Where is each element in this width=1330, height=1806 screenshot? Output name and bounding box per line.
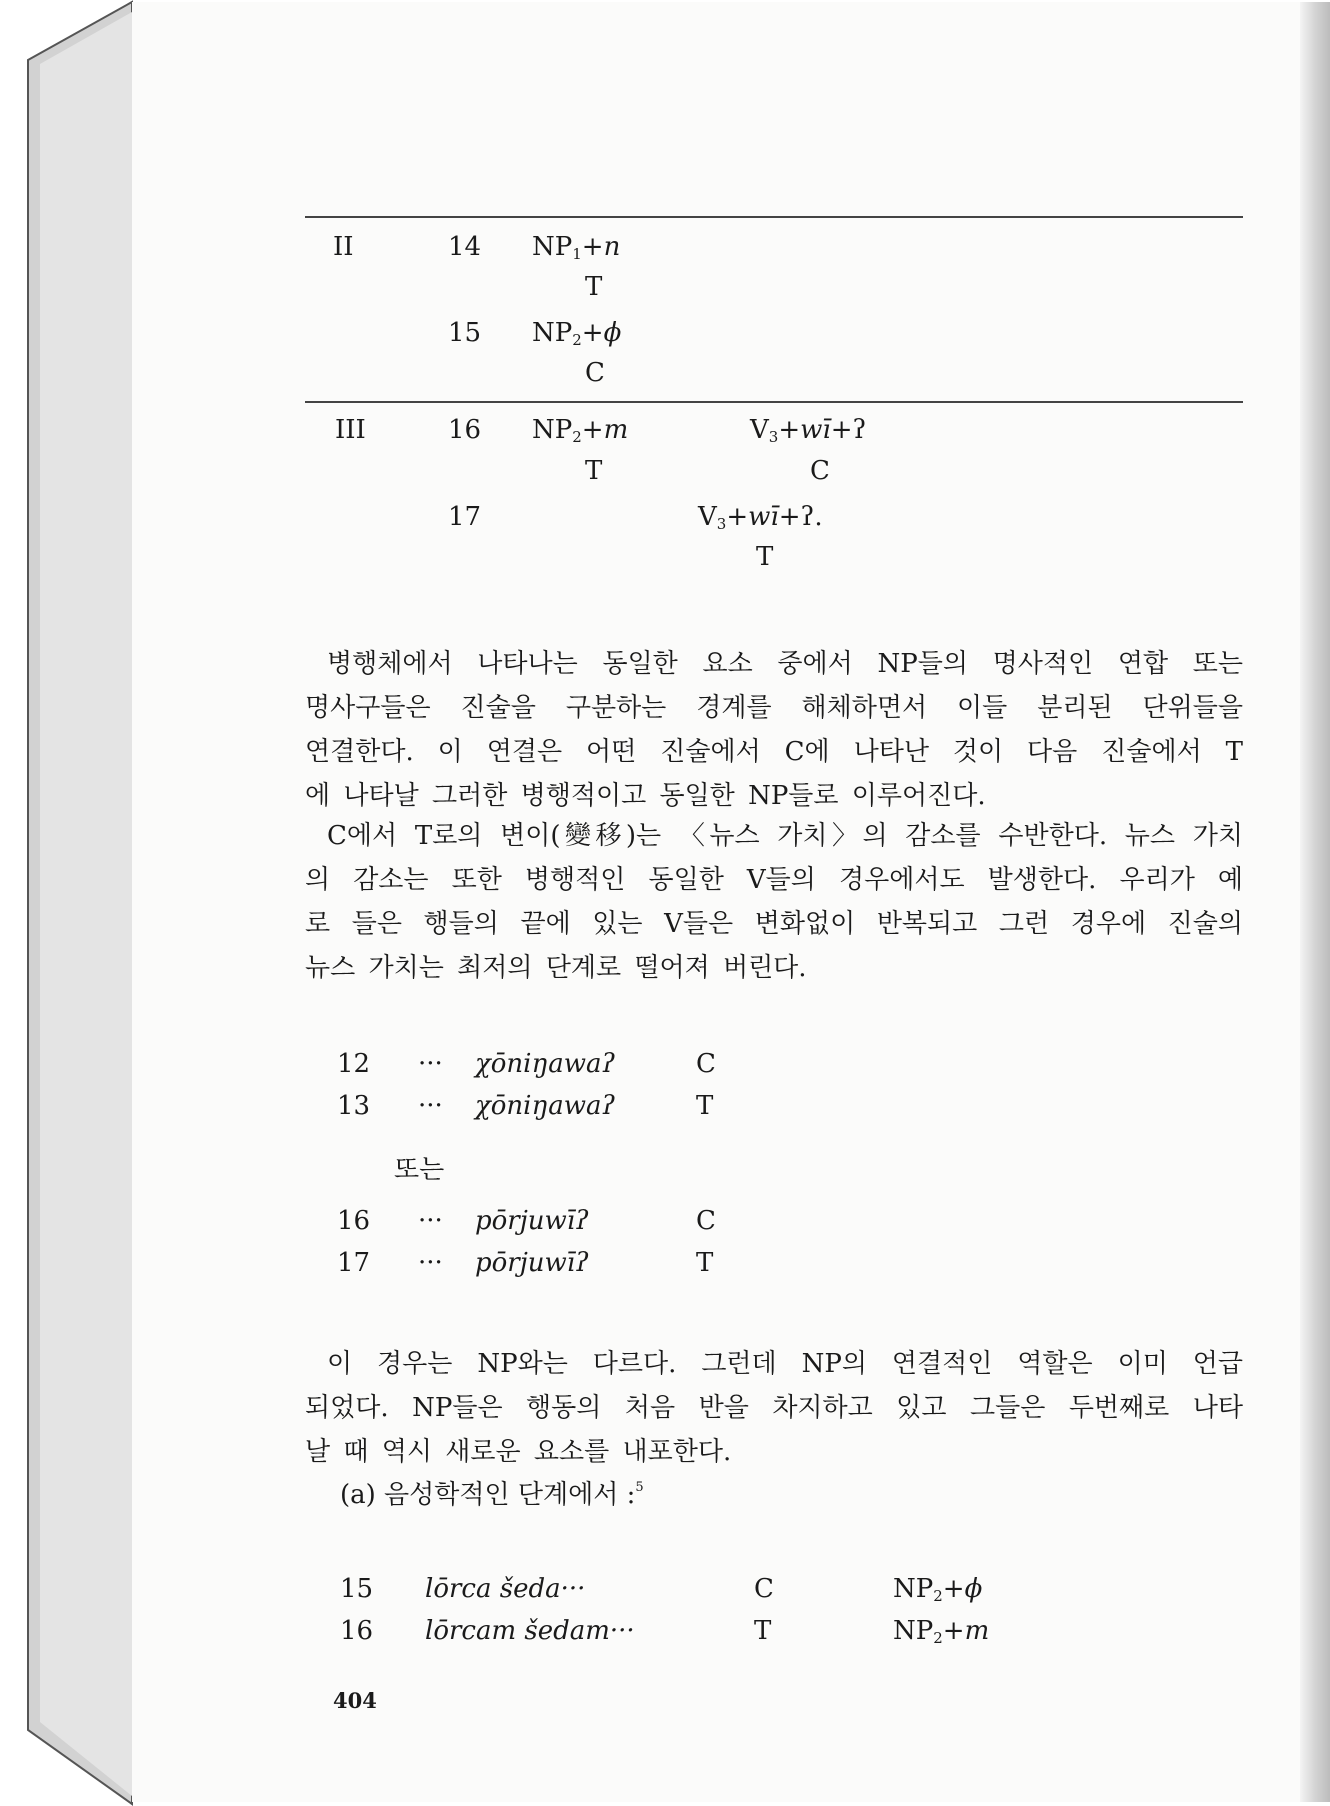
- example-label-13: T: [696, 1091, 714, 1121]
- paragraph-3-line-2: 되었다. NP들은 행동의 처음 반을 차지하고 있고 그들은 두번째로 나타: [305, 1393, 1243, 1423]
- page-number: 404: [333, 1688, 377, 1713]
- label-row16-v: C: [810, 456, 830, 486]
- row-number-17: 17: [448, 502, 482, 532]
- paragraph-1-line-3: 연결한다. 이 연결은 어떤 진술에서 C에 나타난 것이 다음 진술에서 T: [305, 737, 1243, 767]
- paragraph-1-line-4: 에 나타날 그러한 병행적이고 동일한 NP들로 이루어진다.: [305, 781, 986, 811]
- example-word-12: χōniŋawaʔ: [475, 1049, 616, 1079]
- example-word-17: pōrjuwīʔ: [475, 1248, 590, 1278]
- formula-row16-np: $NP_2+m$: [532, 415, 629, 446]
- formula-row16-v: $V_3+wī+ʔ$: [750, 415, 867, 446]
- example-number-17: 17: [337, 1248, 371, 1278]
- page-edge-shadow: [1300, 2, 1330, 1802]
- example-label-16: C: [696, 1206, 716, 1236]
- example-number-16b: 16: [340, 1616, 374, 1646]
- or-connector: 또는: [394, 1155, 445, 1185]
- example-formula-16b: $NP_2+m$: [893, 1616, 990, 1647]
- paragraph-1-line-2: 명사구들은 진술을 구분하는 경계를 해체하면서 이들 분리된 단위들을: [305, 693, 1243, 723]
- row-number-15: 15: [448, 318, 482, 348]
- formula-row14: $NP_1+n$: [532, 232, 621, 263]
- paragraph-2-line-1: C에서 T로의 변이(變移)는 〈뉴스 가치〉의 감소를 수반한다. 뉴스 가치: [327, 821, 1243, 851]
- example-number-12: 12: [337, 1049, 371, 1079]
- example-number-13: 13: [337, 1091, 371, 1121]
- example-word-16b: lōrcam šedam···: [425, 1616, 635, 1646]
- row-number-16: 16: [448, 415, 482, 445]
- label-row15: C: [585, 358, 605, 388]
- example-label-12: C: [696, 1049, 716, 1079]
- footnote-marker: 5: [635, 1480, 644, 1495]
- example-word-16: pōrjuwīʔ: [475, 1206, 590, 1236]
- paragraph-2-line-4: 뉴스 가치는 최저의 단계로 떨어져 버린다.: [305, 953, 807, 983]
- paragraph-3-line-3: 날 때 역시 새로운 요소를 내포한다.: [305, 1437, 732, 1467]
- group-label-ii: II: [333, 232, 354, 262]
- example-label-17: T: [696, 1248, 714, 1278]
- paragraph-2-line-3: 로 들은 행들의 끝에 있는 V들은 변화없이 반복되고 그런 경우에 진술의: [305, 909, 1243, 939]
- example-ellipsis-16: ···: [418, 1206, 443, 1236]
- formula-row17-v: $V_3+wī+ʔ$.: [698, 502, 823, 533]
- paragraph-2-line-2: 의 감소는 또한 병행적인 동일한 V들의 경우에서도 발생한다. 우리가 예: [305, 865, 1243, 895]
- example-ellipsis-13: ···: [418, 1091, 443, 1121]
- example-number-16: 16: [337, 1206, 371, 1236]
- paragraph-1-line-1: 병행체에서 나타나는 동일한 요소 중에서 NP들의 명사적인 연합 또는: [327, 649, 1243, 679]
- label-row17-v: T: [756, 542, 774, 572]
- table-top-rule: [305, 216, 1243, 218]
- example-number-15b: 15: [340, 1574, 374, 1604]
- example-word-15b: lōrca šeda···: [425, 1574, 586, 1604]
- label-row16-np: T: [585, 456, 603, 486]
- example-ellipsis-17: ···: [418, 1248, 443, 1278]
- group-label-iii: III: [335, 415, 366, 445]
- phonetic-level-heading: (a) 음성학적인 단계에서 :$^5$: [340, 1480, 644, 1510]
- example-word-13: χōniŋawaʔ: [475, 1091, 616, 1121]
- paragraph-3-line-1: 이 경우는 NP와는 다르다. 그런데 NP의 연결적인 역할은 이미 언급: [327, 1349, 1243, 1379]
- example-label-16b: T: [754, 1616, 772, 1646]
- example-formula-15b: $NP_2+\phi$: [893, 1574, 983, 1605]
- row-number-14: 14: [448, 232, 482, 262]
- example-ellipsis-12: ···: [418, 1049, 443, 1079]
- example-label-15b: C: [754, 1574, 774, 1604]
- label-row14: T: [585, 272, 603, 302]
- formula-row15: $NP_2+\phi$: [532, 318, 622, 349]
- table-middle-rule: [305, 401, 1243, 403]
